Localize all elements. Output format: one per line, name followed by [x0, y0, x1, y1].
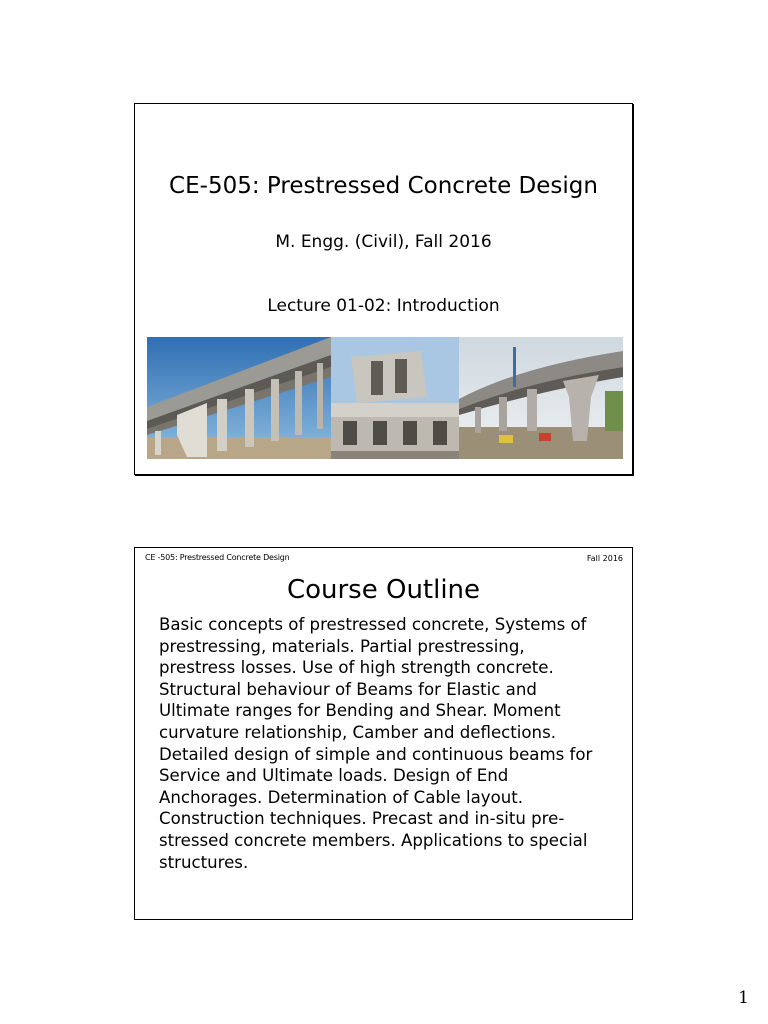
- slide-subtitle: M. Engg. (Civil), Fall 2016: [275, 232, 492, 252]
- slide-header-course: CE -505: Prestressed Concrete Design: [145, 553, 290, 562]
- precast-i-beams-photo: [331, 337, 459, 459]
- title-slide: [134, 103, 633, 475]
- slide-title: Course Outline: [286, 575, 481, 605]
- slide-title: CE-505: Prestressed Concrete Design: [169, 173, 598, 199]
- photo-strip: [147, 337, 623, 459]
- page-number: 1: [738, 988, 749, 1008]
- slide-header-term: Fall 2016: [586, 554, 623, 563]
- lecture-label: Lecture 01-02: Introduction: [267, 296, 500, 316]
- course-outline-slide: [134, 547, 633, 920]
- elevated-highway-construction-photo: [459, 337, 623, 459]
- slide-body-text: Basic concepts of prestressed concrete, Systems of prestressing, materials. Partial prestressing, prestress losses. Use of high strength concrete. Structural behaviour of Beams for Elastic and Ultimate ranges for Bending and Shear. Moment curvature relationship, Camber and deflections. Detailed design of simple and continuous beams for Service and Ultimate loads. Design of End Anchorages. Determination of Cable layout. Construction techniques. Precast and in-situ pre- stressed concrete members. Applications to special structures.: [159, 615, 593, 872]
- bridge-girders-photo: [147, 337, 331, 459]
